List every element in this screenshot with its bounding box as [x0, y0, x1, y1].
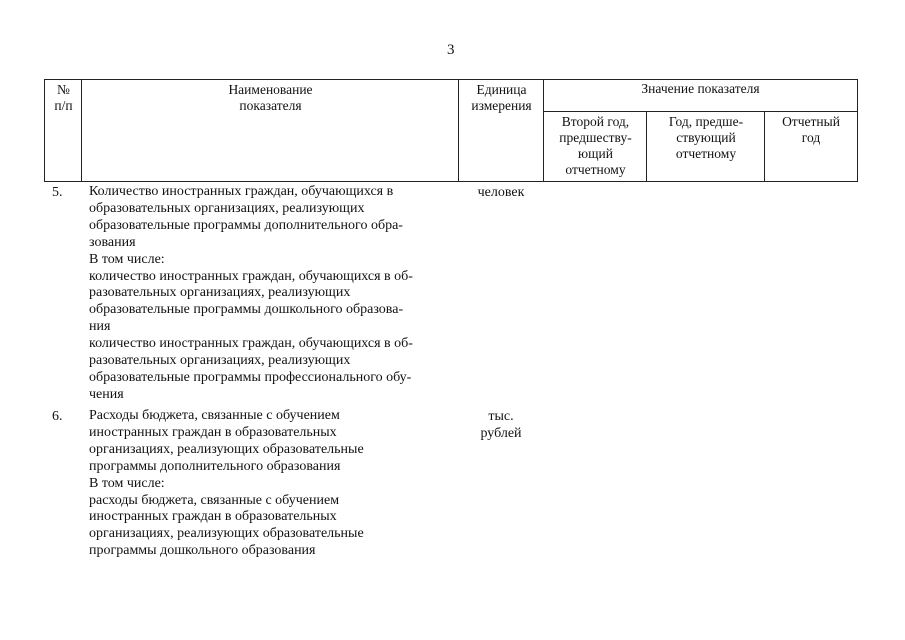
- unit-line: тыс.: [488, 409, 514, 424]
- header-name-line: показателя: [239, 98, 302, 113]
- unit-line: рублей: [480, 426, 522, 441]
- header-name-line: Наименование: [228, 82, 313, 97]
- name-line: организациях, реализующих образовательные: [89, 526, 364, 542]
- name-line: расходы бюджета, связанные с обучением: [89, 492, 340, 508]
- header-unit: [458, 79, 544, 182]
- name-line: разовательных организациях, реализующих: [89, 285, 351, 301]
- row-unit: [458, 184, 544, 201]
- unit-line: человек: [477, 185, 525, 200]
- name-line: Расходы бюджета, связанные с обучением: [89, 408, 340, 423]
- header-number: [44, 79, 82, 182]
- header-year-before: [646, 111, 765, 182]
- name-line: программы дополнительного образования: [89, 458, 341, 474]
- name-line: чения: [89, 386, 124, 402]
- header-sub-line: год: [801, 130, 821, 145]
- name-line: образовательные программы дополнительного обра-: [89, 217, 403, 233]
- name-line: образовательные программы профессионального обу-: [89, 369, 412, 385]
- row-number: 6.: [52, 409, 63, 424]
- name-line: иностранных граждан в образовательных: [89, 509, 337, 525]
- name-line: В том числе:: [89, 251, 165, 267]
- header-number-line: №: [57, 82, 70, 97]
- name-line: зования: [89, 234, 136, 250]
- row-indicator-name: [89, 408, 459, 560]
- header-unit-line: Единица: [476, 82, 527, 97]
- header-indicator-value: Значение показателя: [543, 79, 858, 112]
- header-second-year-before: [543, 111, 647, 182]
- header-sub-line: Второй год,: [561, 114, 630, 129]
- name-line: организациях, реализующих образовательные: [89, 441, 364, 457]
- name-line: иностранных граждан в образовательных: [89, 424, 337, 440]
- header-reporting-year: [764, 111, 858, 182]
- row-number: 5.: [52, 185, 63, 200]
- name-line: ния: [89, 319, 111, 335]
- name-line: образовательные программы дошкольного образова-: [89, 302, 404, 318]
- header-sub-line: Отчетный: [782, 114, 840, 129]
- header-number-line: п/п: [54, 98, 73, 113]
- header-unit-line: измерения: [471, 98, 532, 113]
- row-unit: [458, 408, 544, 442]
- row-indicator-name: [89, 184, 459, 404]
- header-sub-line: ствующий: [676, 130, 736, 145]
- page-number: 3: [447, 42, 455, 58]
- header-sub-line: отчетному: [675, 146, 737, 161]
- name-line: количество иностранных граждан, обучающихся в об-: [89, 268, 413, 284]
- header-sub-line: отчетному: [565, 162, 626, 177]
- name-line: Количество иностранных граждан, обучающихся в: [89, 184, 394, 199]
- name-line: количество иностранных граждан, обучающихся в об-: [89, 336, 413, 352]
- name-line: программы дошкольного образования: [89, 543, 316, 559]
- name-line: В том числе:: [89, 475, 165, 491]
- header-sub-line: ющий: [578, 146, 613, 161]
- header-sub-line: Год, предше-: [668, 114, 744, 129]
- header-indicator-name: [81, 79, 459, 182]
- header-sub-line: предшеству-: [559, 130, 632, 145]
- name-line: разовательных организациях, реализующих: [89, 353, 351, 369]
- name-line: образовательных организациях, реализующих: [89, 200, 365, 216]
